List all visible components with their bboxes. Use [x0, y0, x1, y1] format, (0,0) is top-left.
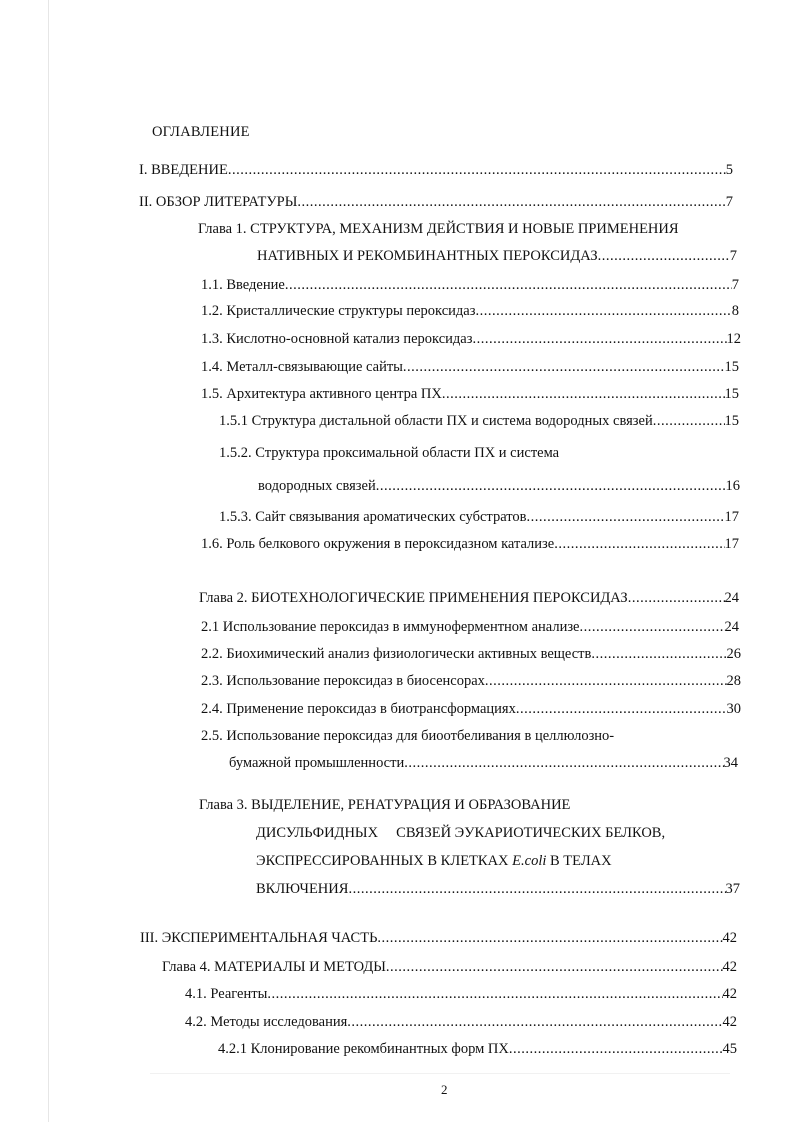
toc-entry-text: 1.5.3. Сайт связывания ароматических субстратов [219, 509, 527, 525]
toc-entry-text-after: В ТЕЛАХ [546, 853, 612, 869]
toc-entry-page: 7 [725, 194, 733, 210]
toc-leader-dots [653, 412, 725, 430]
toc-entry-page: 8 [731, 303, 739, 319]
toc-entry-text: I. ВВЕДЕНИЕ [139, 162, 228, 178]
toc-entry-text: 4.1. Реагенты [185, 986, 268, 1002]
toc-entry [201, 535, 739, 553]
toc-entry [139, 193, 733, 211]
toc-leader-dots [554, 535, 724, 553]
toc-entry-page: 15 [724, 386, 739, 402]
toc-entry-page: 42 [722, 930, 737, 946]
toc-entry-text: 2.3. Использование пероксидаз в биосенсорах [201, 673, 485, 689]
toc-entry-text: ВКЛЮЧЕНИЯ [256, 881, 349, 897]
toc-entry-page: 26 [726, 646, 741, 662]
toc-entry [140, 929, 737, 947]
toc-leader-dots [442, 385, 725, 403]
scan-bottom-mark [150, 1073, 730, 1074]
toc-entry-text: Глава 4. МАТЕРИАЛЫ И МЕТОДЫ [162, 959, 386, 975]
toc-entry-page: 15 [724, 413, 739, 429]
toc-leader-dots [228, 161, 726, 179]
toc-entry [162, 958, 737, 976]
toc-entry-text: 1.3. Кислотно-основной катализ пероксидаз [201, 331, 473, 347]
toc-entry [185, 985, 737, 1003]
toc-entry-text: Глава 2. БИОТЕХНОЛОГИЧЕСКИЕ ПРИМЕНЕНИЯ ПЕРОКСИДАЗ [199, 590, 628, 606]
toc-entry-page: 12 [726, 331, 741, 347]
toc-chapter-title: Глава 1. СТРУКТУРА, МЕХАНИЗМ ДЕЙСТВИЯ И НОВЫЕ ПРИМЕНЕНИЯ [198, 221, 679, 237]
toc-entry-text: ЭКСПРЕССИРОВАННЫХ В КЛЕТКАХ [256, 853, 513, 869]
toc-entry [219, 508, 739, 526]
toc-leader-dots [404, 754, 723, 772]
toc-leader-dots [347, 1013, 722, 1031]
toc-entry-text: водородных связей [258, 478, 376, 494]
toc-entry [258, 477, 740, 495]
toc-entry-page: 42 [722, 959, 737, 975]
toc-entry-page: 28 [726, 673, 741, 689]
toc-entry-text: 2.2. Биохимический анализ физиологически активных веществ [201, 646, 592, 662]
toc-entry-page: 17 [724, 536, 739, 552]
toc-entry [201, 276, 739, 294]
toc-chapter-title: Глава 3. ВЫДЕЛЕНИЕ, РЕНАТУРАЦИЯ И ОБРАЗОВАНИЕ [199, 797, 571, 813]
toc-entry-page: 24 [724, 619, 739, 635]
toc-leader-dots [267, 985, 722, 1003]
toc-leader-dots [376, 477, 726, 495]
toc-chapter-title-continued: ДИСУЛЬФИДНЫХ СВЯЗЕЙ ЭУКАРИОТИЧЕСКИХ БЕЛКОВ, [256, 825, 666, 841]
toc-entry-page: 42 [722, 1014, 737, 1030]
toc-leader-dots [472, 330, 726, 348]
toc-entry-text: 1.5. Архитектура активного центра ПХ [201, 386, 442, 402]
toc-leader-dots [377, 929, 722, 947]
toc-entry-page: 34 [723, 755, 738, 771]
toc-entry-page: 42 [722, 986, 737, 1002]
toc-entry [257, 247, 737, 265]
toc-entry [229, 754, 738, 772]
toc-entry-text: II. ОБЗОР ЛИТЕРАТУРЫ [139, 194, 298, 210]
toc-entry-page: 16 [725, 478, 740, 494]
toc-entry-text: 1.5.2. Структура проксимальной области ПХ и система [219, 445, 560, 461]
toc-entry-text: 2.4. Применение пероксидаз в биотрансформациях [201, 701, 516, 717]
toc-entry-page: 5 [725, 162, 733, 178]
toc-entry-page: 24 [724, 590, 739, 606]
toc-leader-dots [527, 508, 725, 526]
toc-entry-text: 2.1 Использование пероксидаз в иммуноферментном анализе [201, 619, 580, 635]
toc-entry-page: 45 [722, 1041, 737, 1057]
toc-entry-text: 2.5. Использование пероксидаз для биоотбеливания в целлюлозно- [201, 728, 615, 744]
toc-entry [139, 161, 733, 179]
toc-entry [201, 302, 739, 320]
toc-entry-text: бумажной промышленности [229, 755, 405, 771]
toc-entry [201, 618, 739, 636]
toc-entry [201, 672, 741, 690]
toc-entry [201, 645, 741, 663]
toc-entry-page: 15 [724, 359, 739, 375]
scan-edge-mark [48, 0, 49, 1122]
toc-leader-dots [516, 700, 727, 718]
toc-entry-page: 17 [724, 509, 739, 525]
toc-entry [185, 1013, 737, 1031]
toc-entry [201, 358, 739, 376]
toc-entry [199, 589, 739, 607]
toc-leader-dots [580, 618, 725, 636]
organism-name: E.coli [512, 853, 547, 869]
toc-entry-text: 4.2. Методы исследования [185, 1014, 348, 1030]
toc-leader-dots [591, 645, 726, 663]
toc-leader-dots [348, 880, 725, 898]
toc-entry-text: 1.1. Введение [201, 277, 285, 293]
toc-entry [201, 700, 741, 718]
toc-entry-page: 30 [726, 701, 741, 717]
toc-entry-text: НАТИВНЫХ И РЕКОМБИНАНТНЫХ ПЕРОКСИДАЗ [257, 248, 598, 264]
toc-entry-page: 7 [731, 277, 739, 293]
toc-leader-dots [598, 247, 730, 265]
toc-entry-text: 1.2. Кристаллические структуры пероксидаз [201, 303, 476, 319]
toc-entry [219, 412, 739, 430]
toc-entry [201, 385, 739, 403]
toc-entry-page: 37 [725, 881, 740, 897]
toc-entry-text: 1.6. Роль белкового окружения в пероксидазном катализе [201, 536, 555, 552]
toc-chapter-title-continued [256, 852, 612, 870]
toc-entry-text: 4.2.1 Клонирование рекомбинантных форм ПХ [218, 1041, 509, 1057]
toc-leader-dots [628, 589, 725, 607]
toc-entry-text: 1.5.1 Структура дистальной области ПХ и система водородных связей [219, 413, 653, 429]
page-number: 2 [441, 1082, 448, 1097]
toc-entry-text: 1.4. Металл-связывающие сайты [201, 359, 403, 375]
toc-leader-dots [485, 672, 727, 690]
toc-entry-text: III. ЭКСПЕРИМЕНТАЛЬНАЯ ЧАСТЬ [140, 930, 378, 946]
toc-entry-page: 7 [729, 248, 737, 264]
toc-leader-dots [403, 358, 725, 376]
toc-entry [218, 1040, 737, 1058]
toc-entry [256, 880, 740, 898]
toc-leader-dots [509, 1040, 723, 1058]
toc-leader-dots [297, 193, 725, 211]
toc-entry [201, 330, 741, 348]
toc-leader-dots [285, 276, 732, 294]
toc-leader-dots [386, 958, 723, 976]
toc-leader-dots [475, 302, 731, 320]
toc-heading: ОГЛАВЛЕНИЕ [152, 124, 250, 140]
